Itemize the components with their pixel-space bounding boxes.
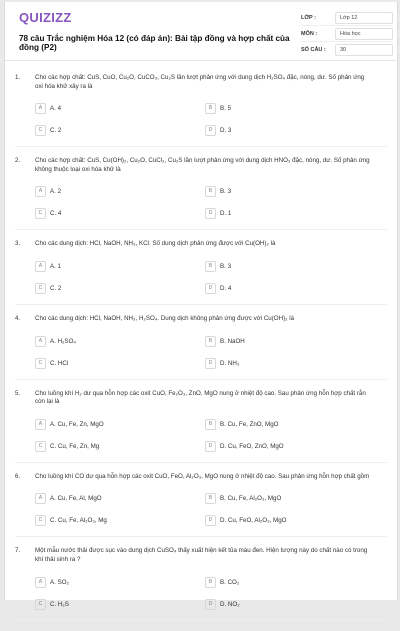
option-letter-box: B <box>205 419 216 430</box>
answer-options <box>35 336 375 369</box>
answer-option[interactable] <box>205 419 375 430</box>
option-letter-box: D <box>205 358 216 369</box>
option-letter-box: D <box>205 125 216 136</box>
answer-option[interactable] <box>205 208 375 219</box>
question-number: 4. <box>15 314 21 322</box>
option-text: C. Cu, Fe, Zn, Mg <box>50 442 100 450</box>
option-text: C. 4 <box>50 210 62 218</box>
question-number: 1. <box>15 74 21 81</box>
answer-option[interactable] <box>205 493 375 504</box>
answer-option[interactable] <box>35 419 205 430</box>
option-text: B. Cu, Fe, Al₂O₃, MgO <box>220 495 282 503</box>
option-text: B. NaOH <box>220 337 245 345</box>
option-letter-box: D <box>205 599 216 610</box>
option-text: B. CO₂ <box>220 578 240 586</box>
quizizz-logo[interactable]: QUIZIZZ <box>19 10 72 25</box>
option-letter-box: C <box>35 515 46 526</box>
answer-options <box>35 419 375 452</box>
answer-option[interactable] <box>205 599 375 610</box>
option-letter-box: B <box>205 261 216 272</box>
option-letter-box: D <box>205 441 216 452</box>
meta-key: MÔN : <box>301 30 318 37</box>
option-text: A. Cu, Fe, Zn, MgO <box>50 420 104 428</box>
option-letter-box: A <box>35 577 46 588</box>
option-text: D. 4 <box>220 284 232 292</box>
question-item <box>5 157 397 230</box>
option-letter-box: B <box>205 577 216 588</box>
answer-options <box>35 493 375 526</box>
option-letter-box: B <box>205 493 216 504</box>
option-text: A. 4 <box>50 105 62 113</box>
option-text: B. 5 <box>220 105 232 113</box>
option-text: A. 2 <box>50 188 62 196</box>
answer-option[interactable] <box>205 103 375 114</box>
answer-option[interactable] <box>35 283 205 294</box>
meta-box <box>301 10 393 57</box>
option-letter-box: C <box>35 208 46 219</box>
option-text: D. NH₃ <box>220 359 240 367</box>
question-item <box>5 315 397 380</box>
question-number: 2. <box>15 157 21 165</box>
option-letter-box: A <box>35 493 46 504</box>
option-text: A. 1 <box>50 262 62 270</box>
answer-option[interactable] <box>35 186 205 197</box>
question-number: 3. <box>15 240 21 248</box>
option-letter-box: D <box>205 515 216 526</box>
worksheet-page <box>4 2 398 608</box>
answer-option[interactable] <box>35 103 205 114</box>
question-divider <box>15 620 387 621</box>
question-divider <box>15 379 387 380</box>
option-text: B. 3 <box>220 262 232 270</box>
question-text: Một mẫu nước thải được sục vào dung dịch CuSO₄ thấy xuất hiện kết tủa màu đen. Hiện tượng này do chất nào có trong khí thải sinh ra ? <box>35 547 368 563</box>
option-letter-box: C <box>35 125 46 136</box>
option-text: D. 1 <box>220 210 232 218</box>
question-text: Cho các dung dịch: HCl, NaOH, NH₃, H₂SO₄. Dung dịch không phản ứng được với Cu(OH)₂ là <box>35 314 295 322</box>
answer-option[interactable] <box>205 336 375 347</box>
answer-option[interactable] <box>35 125 205 136</box>
meta-value: 30 <box>335 44 393 56</box>
option-text: B. Cu, Fe, ZnO, MgO <box>220 420 279 428</box>
answer-option[interactable] <box>35 336 205 347</box>
meta-row-class <box>301 10 393 26</box>
option-letter-box: D <box>205 208 216 219</box>
option-letter-box: C <box>35 283 46 294</box>
question-divider <box>15 229 387 230</box>
option-text: C. H₂S <box>50 600 69 608</box>
option-letter-box: A <box>35 261 46 272</box>
answer-option[interactable] <box>205 125 375 136</box>
question-item <box>5 473 397 538</box>
question-divider <box>15 462 387 463</box>
meta-value: Lớp 12 <box>335 12 393 24</box>
answer-options <box>35 577 375 610</box>
answer-option[interactable] <box>205 358 375 369</box>
question-number: 6. <box>15 472 21 480</box>
answer-option[interactable] <box>35 599 205 610</box>
option-text: D. Cu, FeO, ZnO, MgO <box>220 442 284 450</box>
option-letter-box: D <box>205 283 216 294</box>
option-text: D. Cu, FeO, Al₂O₃, MgO <box>220 517 287 525</box>
question-divider <box>15 146 387 147</box>
question-text: Cho các hợp chất: CuS, CuO, Cu₂O, CuCO₃, Cu₂S lần lượt phản ứng với dung dịch H₂SO₄ đặc, nóng, dư. Số phản ứng oxi hóa khử xảy ra là <box>35 74 365 90</box>
option-text: C. 2 <box>50 284 62 292</box>
question-item <box>5 74 397 147</box>
option-letter-box: B <box>205 186 216 197</box>
option-letter-box: C <box>35 358 46 369</box>
answer-option[interactable] <box>35 515 205 526</box>
question-item <box>5 240 397 305</box>
answer-option[interactable] <box>205 441 375 452</box>
worksheet-title: 78 câu Trắc nghiệm Hóa 12 (có đáp án): Bài tập đồng và hợp chất của đồng (P2) <box>19 34 290 52</box>
option-text: A. H₂SO₄ <box>50 337 76 345</box>
option-text: C. HCl <box>50 359 69 367</box>
option-text: C. Cu, Fe, Al₂O₃, Mg <box>50 517 107 525</box>
answer-option[interactable] <box>35 261 205 272</box>
question-text: Cho các dung dịch: HCl, NaOH, NH₃, KCl. Số dung dịch phản ứng được với Cu(OH)₂ là <box>35 240 276 248</box>
option-text: C. 2 <box>50 127 62 135</box>
meta-key: SỐ CÂU : <box>301 46 326 53</box>
answer-option[interactable] <box>205 186 375 197</box>
answer-option[interactable] <box>205 515 375 526</box>
option-letter-box: B <box>205 336 216 347</box>
meta-row-subject <box>301 26 393 42</box>
option-letter-box: A <box>35 103 46 114</box>
question-item <box>5 390 397 463</box>
question-item <box>5 547 397 620</box>
answer-options <box>35 103 375 136</box>
answer-option[interactable] <box>35 358 205 369</box>
option-letter-box: A <box>35 186 46 197</box>
meta-value: Hóa học <box>335 28 393 40</box>
answer-option[interactable] <box>205 577 375 588</box>
meta-key: LỚP : <box>301 14 316 21</box>
option-letter-box: C <box>35 441 46 452</box>
option-letter-box: A <box>35 336 46 347</box>
question-divider <box>15 536 387 537</box>
option-letter-box: B <box>205 103 216 114</box>
answer-options <box>35 261 375 294</box>
answer-option[interactable] <box>35 441 205 452</box>
meta-row-count <box>301 42 393 57</box>
question-divider <box>15 304 387 305</box>
option-text: D. 3 <box>220 127 232 135</box>
question-text: Cho các hợp chất: CuS, Cu(OH)₂, Cu₂O, CuCl₂, Cu₂S lần lượt phản ứng với dung dịch HNO₃ đặc, nóng, dư. Số phản ứng không thuộc loại oxi hóa khử là <box>35 157 370 173</box>
answer-options <box>35 186 375 219</box>
option-letter-box: A <box>35 419 46 430</box>
option-text: A. Cu, Fe, Al, MgO <box>50 495 102 503</box>
answer-option[interactable] <box>35 208 205 219</box>
option-text: D. NO₂ <box>220 600 240 608</box>
option-text: B. 3 <box>220 188 232 196</box>
worksheet-header <box>5 2 397 61</box>
answer-option[interactable] <box>35 493 205 504</box>
question-text: Cho luồng khí H₂ dư qua hỗn hợp các oxit CuO, Fe₂O₃, ZnO, MgO nung ở nhiệt độ cao. Sau phản ứng hỗn hợp chất rắn còn lại là <box>35 389 366 406</box>
question-text: Cho luồng khí CO dư qua hỗn hợp các oxit CuO, FeO, Al₂O₃, MgO nung ở nhiệt độ cao. Sau phản ứng hỗn hợp chất gồm <box>35 472 370 480</box>
option-text: A. SO₂ <box>50 578 69 586</box>
answer-option[interactable] <box>35 577 205 588</box>
question-number: 5. <box>15 389 21 397</box>
answer-option[interactable] <box>205 283 375 294</box>
option-letter-box: C <box>35 599 46 610</box>
question-list <box>5 74 397 631</box>
question-number: 7. <box>15 547 21 555</box>
answer-option[interactable] <box>205 261 375 272</box>
